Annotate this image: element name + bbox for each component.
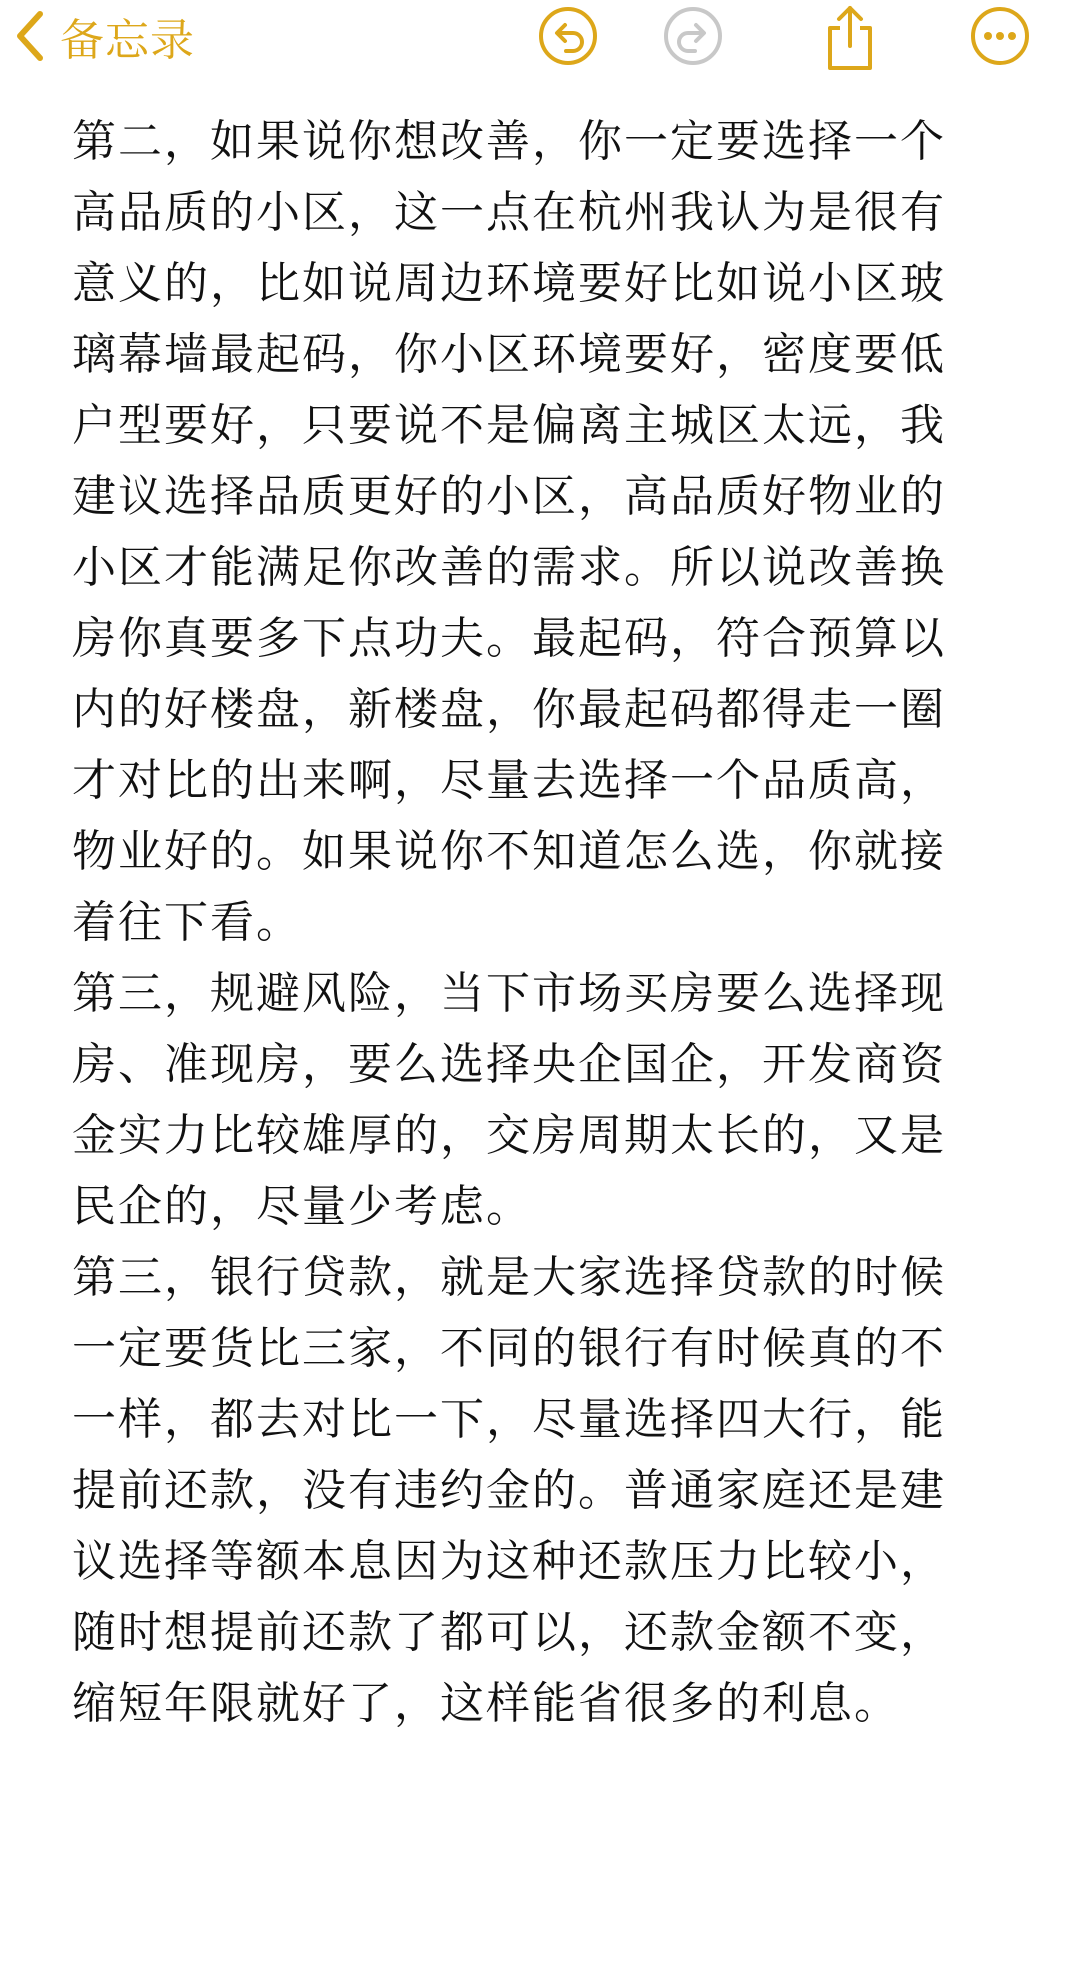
chevron-left-icon [14, 10, 46, 62]
share-button[interactable] [818, 4, 882, 68]
note-line: 第三，银行贷款，就是大家选择贷款的时候 [72, 1252, 946, 1303]
undo-button[interactable] [536, 4, 600, 68]
note-paragraph [72, 106, 992, 958]
note-line: 物业好的。如果说你不知道怎么选，你就接 [72, 826, 946, 877]
note-line: 房、准现房，要么选择央企国企，开发商资 [72, 1039, 946, 1090]
note-line: 才对比的出来啊，尽量去选择一个品质高， [72, 755, 946, 806]
note-paragraph [72, 958, 992, 1242]
note-line: 高品质的小区，这一点在杭州我认为是很有 [72, 187, 946, 238]
undo-icon [536, 4, 600, 68]
note-line: 第二，如果说你想改善，你一定要选择一个 [72, 116, 946, 167]
note-line: 房你真要多下点功夫。最起码，符合预算以 [72, 613, 946, 664]
back-button[interactable] [14, 4, 195, 68]
redo-icon [661, 4, 725, 68]
note-line: 缩短年限就好了，这样能省很多的利息。 [72, 1678, 900, 1729]
more-icon [968, 4, 1032, 68]
redo-button[interactable] [661, 4, 725, 68]
note-line: 建议选择品质更好的小区，高品质好物业的 [72, 471, 946, 522]
navigation-bar [0, 0, 1080, 80]
more-button[interactable] [968, 4, 1032, 68]
note-line: 金实力比较雄厚的，交房周期太长的，又是 [72, 1110, 946, 1161]
note-line: 民企的，尽量少考虑。 [72, 1181, 532, 1232]
note-line: 议选择等额本息因为这种还款压力比较小， [72, 1536, 946, 1587]
note-line: 着往下看。 [72, 897, 302, 948]
note-line: 户型要好，只要说不是偏离主城区太远，我 [72, 400, 946, 451]
note-line: 意义的，比如说周边环境要好比如说小区玻 [72, 258, 946, 309]
note-line: 第三，规避风险，当下市场买房要么选择现 [72, 968, 946, 1019]
note-line: 一样，都去对比一下，尽量选择四大行，能 [72, 1394, 946, 1445]
note-paragraph [72, 1242, 992, 1739]
share-icon [818, 4, 882, 72]
note-body[interactable] [72, 106, 992, 1739]
note-line: 小区才能满足你改善的需求。所以说改善换 [72, 542, 946, 593]
note-line: 一定要货比三家，不同的银行有时候真的不 [72, 1323, 946, 1374]
note-line: 璃幕墙最起码，你小区环境要好，密度要低 [72, 329, 946, 380]
back-label: 备忘录 [60, 15, 195, 66]
note-line: 内的好楼盘，新楼盘，你最起码都得走一圈 [72, 684, 946, 735]
note-line: 提前还款，没有违约金的。普通家庭还是建 [72, 1465, 946, 1516]
note-line: 随时想提前还款了都可以，还款金额不变， [72, 1607, 946, 1658]
